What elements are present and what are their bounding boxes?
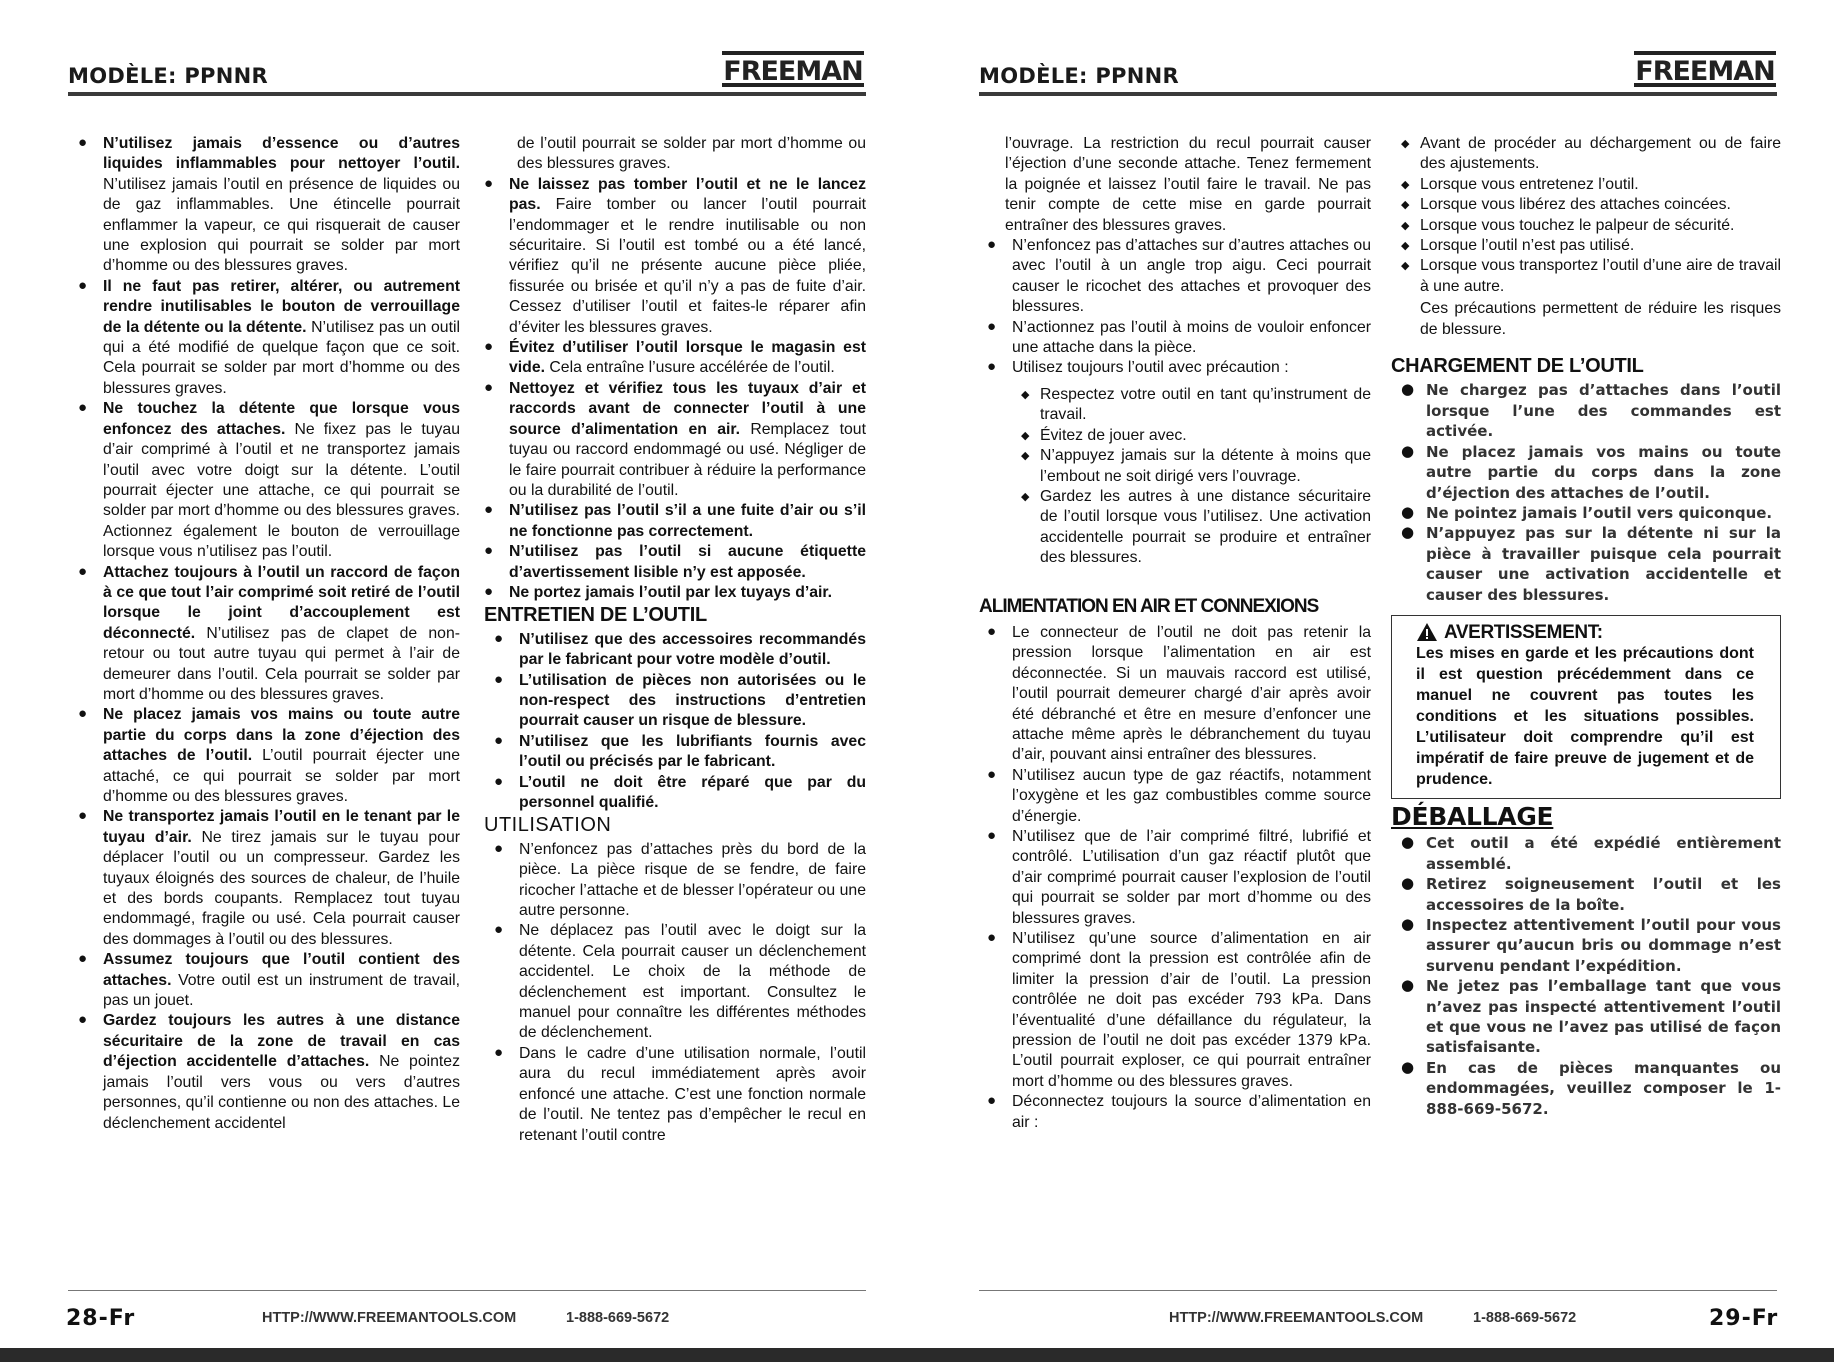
continued-text: l’ouvrage. La restriction du recul pourrait causer l’éjection d’une seconde attache. Tenez fermement la poignée et laissez l’outil faire le travail. Ne pas tenir compte de cette mise en garde pourrait entraîner des blessures graves. xyxy=(1005,135,1371,234)
right-column-2 xyxy=(1391,134,1781,1119)
diamond-item: ◆ Lorsque vous transportez l’outil d’une aire de travail à une autre. xyxy=(1401,256,1781,297)
bullet-item: ● Ne laissez pas tomber l’outil et ne le lancez pas. Faire tomber ou lancer l’outil pourrait l’endommager et le rendre inutilisable ou non sécuritaire. Si l’outil est tombé ou a été lancé, vérifiez qu’il ne présente aucune pièce pliée, fissurée ou brisée et qu’il n’y a pas de fuite d’air. Cessez d’utiliser l’outil et faites-le réparer afin d’éviter les blessures graves. xyxy=(484,175,866,338)
left-column-1 xyxy=(78,134,460,1134)
bullet-item: ● Ne portez jamais l’outil par lex tuyays d’air. xyxy=(484,583,866,603)
bullet-item: ● N’enfoncez pas d’attaches sur d’autres attaches ou avec l’outil à un angle trop aigu. Ceci pourrait causer le ricochet des attaches et provoquer des blessures. xyxy=(987,236,1371,318)
diamond-item: ◆ Lorsque vous entretenez l’outil. xyxy=(1401,175,1781,195)
warning-text: Les mises en garde et les précautions dont il est question précédemment dans ce manuel ne couvrent pas toutes les conditions et les situations possibles. L’utilisateur doit comprendre qu’il est impératif de faire preuve de jugement et de prudence. xyxy=(1416,644,1754,788)
freeman-logo xyxy=(720,48,866,90)
diamond-item: ◆ Lorsque vous libérez des attaches coincées. xyxy=(1401,195,1781,215)
diamond-item: ◆ Lorsque vous touchez le palpeur de sécurité. xyxy=(1401,216,1781,236)
bullet-item: ● Ne pointez jamais l’outil vers quiconque. xyxy=(1401,503,1781,523)
left-column-2 xyxy=(484,134,866,1146)
warning-title-text: AVERTISSEMENT: xyxy=(1444,621,1603,643)
svg-text:FREEMAN: FREEMAN xyxy=(723,56,863,87)
diamond-item: ◆ Gardez les autres à une distance sécuritaire de l’outil lorsque vous l’utilisez. Une activation accidentelle pourrait se produire et entraîner des blessures. xyxy=(1021,487,1371,569)
bullet-item: ● N’utilisez qu’une source d’alimentation en air comprimé dont la pression est contrôlée afin de limiter la pression d’air de l’outil. La pression contrôlée ne doit pas excéder 793 kPa. Dans l’éventualité d’une défaillance du régulateur, la pression de l’outil ne doit pas excéder 1379 kPa. L’outil pourrait exploser, ce qui pourrait entraîner mort d’homme ou des blessures graves. xyxy=(987,929,1371,1092)
warning-triangle-icon xyxy=(1416,622,1438,642)
bullet-item: ● L’utilisation de pièces non autorisées ou le non-respect des instructions d’entretien pourrait causer un risque de blessure. xyxy=(494,671,866,732)
footer-rule xyxy=(68,1290,866,1291)
diamond-item: ◆ Lorsque l’outil n’est pas utilisé. xyxy=(1401,236,1781,256)
bullet-item: ● Retirez soigneusement l’outil et les accessoires de la boîte. xyxy=(1401,874,1781,915)
bullet-item: ● N’utilisez que de l’air comprimé filtré, lubrifié et contrôlé. L’utilisation d’un gaz réactif plutôt que d’air comprimé pourrait causer l’explosion de l’outil qui pourrait se solder par mort d’homme ou des blessures graves. xyxy=(987,827,1371,929)
phone-number: 1-888-669-5672 xyxy=(1473,1310,1577,1326)
heading-entretien: ENTRETIEN DE L’OUTIL xyxy=(484,604,707,627)
website-link[interactable]: HTTP://WWW.FREEMANTOOLS.COM xyxy=(1169,1310,1424,1326)
bullet-item: ● Ne placez jamais vos mains ou toute autre partie du corps dans la zone d’éjection des attaches de l’outil. xyxy=(1401,442,1781,503)
footer-rule xyxy=(979,1290,1777,1291)
page-29 xyxy=(917,0,1834,1362)
page-number: 28-Fr xyxy=(66,1306,136,1331)
bullet-item: ● Cet outil a été expédié entièrement assemblé. xyxy=(1401,833,1781,874)
bullet-item: ● N’utilisez jamais d’essence ou d’autres liquides inflammables pour nettoyer l’outil. N’utilisez jamais l’outil en présence de liquides ou de gaz inflammables. Une étincelle pourrait enflammer la vapeur, ce qui risquerait de causer une explosion qui pourrait se solder par mort d’homme ou des blessures graves. xyxy=(78,134,460,277)
bullet-item: ● Gardez toujours les autres à une distance sécuritaire de la zone de travail en cas d’éjection accidentelle d’attaches. Ne pointez jamais l’outil vers vous ou vers d’autres personnes, qu’il contienne ou non des attaches. Le déclenchement accidentel xyxy=(78,1011,460,1133)
bullet-item: ● Ne touchez la détente que lorsque vous enfoncez des attaches. Ne fixez pas le tuyau d’air comprimé à l’outil et ne transportez jamais l’outil avec votre doigt sur la détente. L’outil pourrait éjecter une attache, ce qui pourrait se solder par mort d’homme ou des blessures graves. Actionnez également le bouton de verrouillage lorsque vous n’utilisez pas l’outil. xyxy=(78,399,460,562)
bullet-item: ● N’enfoncez pas d’attaches près du bord de la pièce. La pièce risque de se fendre, de faire ricocher l’attache et de blesser l’opérateur ou une autre personne. xyxy=(494,840,866,922)
bullet-item: ● Attachez toujours à l’outil un raccord de façon à ce que tout l’air comprimé soit retiré de l’outil lorsque le joint d’accouplement est déconnecté. N’utilisez pas de clapet de non-retour ou tout autre tuyau qui permet à l’air de demeurer dans l’outil. Cela pourrait se solder par mort d’homme ou des blessures graves. xyxy=(78,563,460,706)
warning-title xyxy=(1416,622,1754,643)
bullet-item: ● N’utilisez aucun type de gaz réactifs, notamment l’oxygène et les gaz combustibles comme source d’énergie. xyxy=(987,766,1371,827)
website-link[interactable]: HTTP://WWW.FREEMANTOOLS.COM xyxy=(262,1310,517,1326)
bullet-item: ● Le connecteur de l’outil ne doit pas retenir la pression lorsque l’alimentation en air est déconnectée. Si un mauvais raccord est utilisé, l’outil pourrait demeurer chargé d’air après avoir été débranché et être en mesure d’enfoncer une attache même après le débranchement du tuyau d’air, pouvant ainsi entraîner des blessures. xyxy=(987,623,1371,766)
bullet-item: ● Ne transportez jamais l’outil en le tenant par le tuyau d’air. Ne tirez jamais sur le tuyau pour déplacer l’outil ou un compresseur. Gardez les tuyaux éloignés des sources de chaleur, de l’huile et des bords coupants. Remplacez tout tuyau endommagé, fragile ou usé. Cela pourrait causer des dommages à l’outil ou des blessures. xyxy=(78,807,460,950)
bullet-item: ● Ne placez jamais vos mains ou toute autre partie du corps dans la zone d’éjection des attaches de l’outil. L’outil pourrait éjecter une attaché, ce qui pourrait se solder par mort d’homme ou des blessures graves. xyxy=(78,705,460,807)
heading-utilisation: UTILISATION xyxy=(484,814,612,837)
bullet-item: ● Assumez toujours que l’outil contient des attaches. Votre outil est un instrument de travail, pas un jouet. xyxy=(78,950,460,1011)
bullet-item: ● Inspectez attentivement l’outil pour vous assurer qu’aucun bris ou dommage n’est survenu pendant l’expédition. xyxy=(1401,915,1781,976)
bullet-item: ● Ne chargez pas d’attaches dans l’outil lorsque l’une des commandes est activée. xyxy=(1401,380,1781,441)
bullet-item: ● Ne jetez pas l’emballage tant que vous n’avez pas inspecté attentivement l’outil et que vous ne l’avez pas utilisé de façon satisfaisante. xyxy=(1401,976,1781,1058)
bullet-item: ● Il ne faut pas retirer, altérer, ou autrement rendre inutilisables le bouton de verrouillage de la détente ou la détente. N’utilisez pas un outil qui a été modifié de quelque façon que ce soit. Cela pourrait se solder par mort d’homme ou des blessures graves. xyxy=(78,277,460,399)
header-rule xyxy=(979,92,1777,96)
heading-alimentation: ALIMENTATION EN AIR ET CONNEXIONS xyxy=(979,595,1319,617)
scan-edge-bar xyxy=(0,1348,1834,1362)
heading-chargement: CHARGEMENT DE L’OUTIL xyxy=(1391,355,1644,378)
bullet-item: ● N’appuyez pas sur la détente ni sur la pièce à travailler puisque cela pourrait causer une activation accidentelle et causer des blessures. xyxy=(1401,523,1781,605)
bullet-item: ● En cas de pièces manquantes ou endommagées, veuillez composer le 1-888-669-5672. xyxy=(1401,1058,1781,1119)
continued-text: de l’outil pourrait se solder par mort d’homme ou des blessures graves. xyxy=(517,135,866,173)
bullet-item: ● Dans le cadre d’une utilisation normale, l’outil aura du recul immédiatement après avoir enfoncé une attache. C’est une fonction normale de l’outil. Ne tentez pas d’empêcher le recul en retenant l’outil contre xyxy=(494,1044,866,1146)
svg-text:FREEMAN: FREEMAN xyxy=(1635,56,1775,87)
precaution-note: Ces précautions permettent de réduire les risques de blessure. xyxy=(1420,300,1781,338)
bullet-item: ● N’utilisez pas l’outil s’il a une fuite d’air ou s’il ne fonctionne pas correctement. xyxy=(484,501,866,542)
warning-box xyxy=(1391,615,1781,799)
bullet-item: ● N’utilisez pas l’outil si aucune étiquette d’avertissement lisible n’y est apposée. xyxy=(484,542,866,583)
diamond-item: ◆ Respectez votre outil en tant qu’instrument de travail. xyxy=(1021,385,1371,426)
model-label: MODÈLE: PPNNR xyxy=(979,64,1179,88)
bullet-item: ● Utilisez toujours l’outil avec précaution : xyxy=(987,358,1371,378)
bullet-item: ● N’utilisez que des accessoires recommandés par le fabricant pour votre modèle d’outil. xyxy=(494,630,866,671)
heading-deballage: DÉBALLAGE xyxy=(1391,801,1554,831)
model-label: MODÈLE: PPNNR xyxy=(68,64,268,88)
bullet-item: ● Ne déplacez pas l’outil avec le doigt sur la détente. Cela pourrait causer un déclenchement accidentel. Le choix de la méthode de déclenchement est important. Consultez le manuel pour connaître les différentes méthodes de déclenchement. xyxy=(494,921,866,1043)
right-column-1 xyxy=(979,134,1371,1133)
diamond-item: ◆ N’appuyez jamais sur la détente à moins que l’embout ne soit dirigé vers l’ouvrage. xyxy=(1021,446,1371,487)
bullet-item: ● N’utilisez que les lubrifiants fournis avec l’outil ou précisés par le fabricant. xyxy=(494,732,866,773)
bullet-item: ● Déconnectez toujours la source d’alimentation en air : xyxy=(987,1092,1371,1133)
bullet-item: ● Évitez d’utiliser l’outil lorsque le magasin est vide. Cela entraîne l’usure accélérée de l’outil. xyxy=(484,338,866,379)
diamond-item: ◆ Avant de procéder au déchargement ou de faire des ajustements. xyxy=(1401,134,1781,175)
bullet-item: ● N’actionnez pas l’outil à moins de vouloir enfoncer une attache dans la pièce. xyxy=(987,318,1371,359)
freeman-logo xyxy=(1632,48,1778,90)
page-number: 29-Fr xyxy=(1709,1306,1779,1331)
bullet-item: ● L’outil ne doit être réparé que par du personnel qualifié. xyxy=(494,773,866,814)
diamond-item: ◆ Évitez de jouer avec. xyxy=(1021,426,1371,446)
bullet-item: ● Nettoyez et vérifiez tous les tuyaux d’air et raccords avant de connecter l’outil à une source d’alimentation en air. Remplacez tout tuyau ou raccord endommagé ou usé. Négliger de le faire pourrait contribuer à réduire la performance ou la durabilité de l’outil. xyxy=(484,379,866,501)
phone-number: 1-888-669-5672 xyxy=(566,1310,670,1326)
header-rule xyxy=(68,92,866,96)
